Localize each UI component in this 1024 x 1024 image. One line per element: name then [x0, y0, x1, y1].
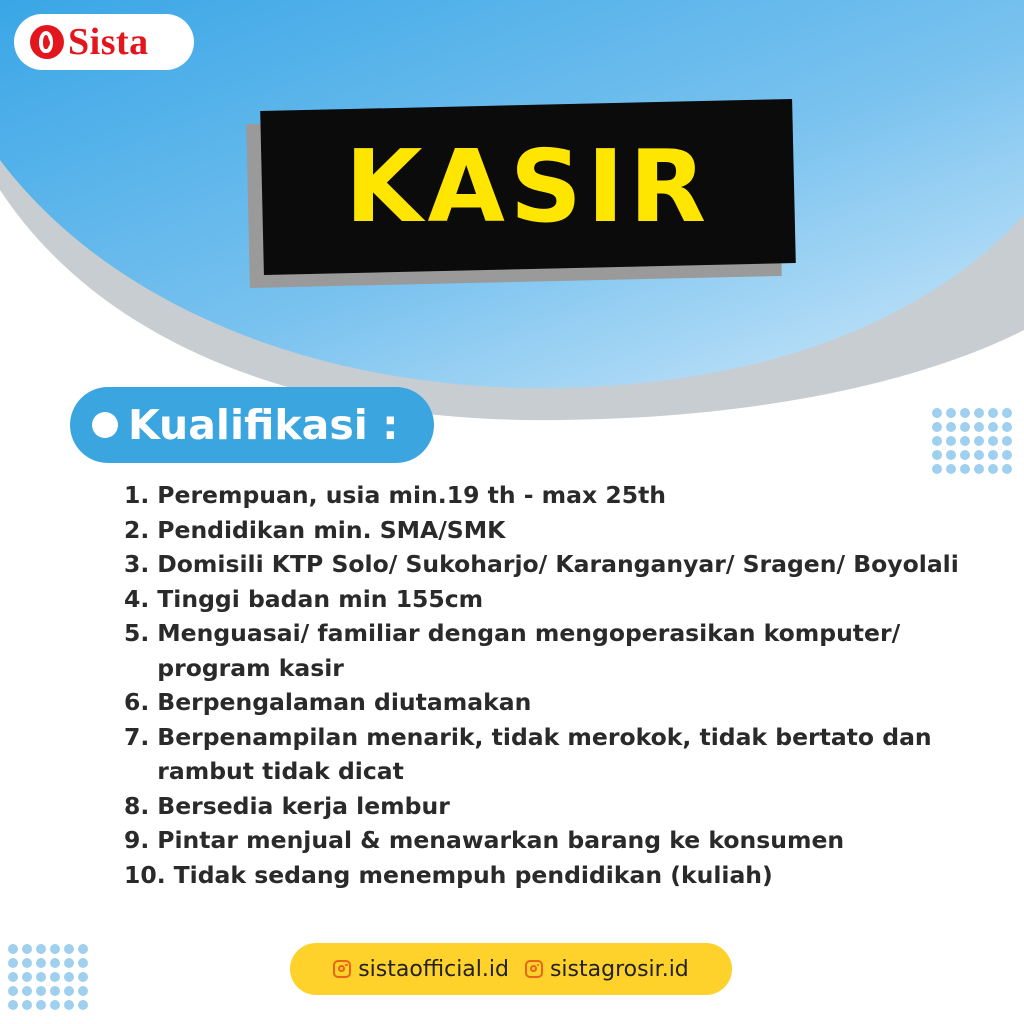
pattern-dot: [8, 986, 18, 996]
instagram-icon: [525, 960, 543, 978]
qualifications-list: [124, 478, 1004, 892]
pattern-dot: [960, 450, 970, 460]
pattern-dot: [960, 436, 970, 446]
list-item-number: 2.: [124, 515, 150, 544]
list-item-number: 7.: [124, 722, 150, 751]
pattern-dot: [8, 944, 18, 954]
list-item-text: Perempuan, usia min.19 th - max 25th: [157, 481, 667, 509]
list-item-text: Domisili KTP Solo/ Sukoharjo/ Karanganyar/ Sragen/ Boyolali: [157, 550, 959, 578]
pattern-dot: [946, 436, 956, 446]
list-item-text: Tinggi badan min 155cm: [157, 584, 484, 613]
pattern-dot: [50, 1000, 60, 1010]
pattern-dot: [974, 408, 984, 418]
pattern-dot: [932, 408, 942, 418]
pattern-dot: [64, 944, 74, 954]
pattern-dot: [960, 464, 970, 474]
pattern-dot: [78, 958, 88, 968]
qualifications-heading: [70, 387, 434, 463]
list-item-number: 5.: [124, 619, 150, 647]
list-item: [124, 582, 1004, 617]
pattern-dot: [1002, 450, 1012, 460]
pattern-dot: [50, 944, 60, 954]
list-item: [124, 789, 1004, 824]
pattern-dot: [64, 1000, 74, 1010]
pattern-dot: [78, 1000, 88, 1010]
pattern-dot: [64, 958, 74, 968]
pattern-dot: [974, 450, 984, 460]
pattern-dot: [36, 972, 46, 982]
pattern-dot: [960, 408, 970, 418]
social-media-bar: [290, 943, 732, 995]
social-account[interactable]: [333, 957, 509, 982]
pattern-dot: [8, 1000, 18, 1010]
pattern-dot: [8, 958, 18, 968]
pattern-dot: [1002, 436, 1012, 446]
list-item-text: Pintar menjual & menawarkan barang ke konsumen: [157, 826, 845, 854]
pattern-dot: [946, 464, 956, 474]
pattern-dot: [974, 422, 984, 432]
pattern-dot: [36, 958, 46, 968]
pattern-dot: [1002, 422, 1012, 432]
list-item: [124, 720, 1004, 789]
list-item: [124, 478, 1004, 513]
pattern-dot: [22, 1000, 32, 1010]
pattern-dot: [946, 422, 956, 432]
list-item-number: 1.: [124, 481, 150, 509]
pattern-dot: [22, 986, 32, 996]
pattern-dot: [78, 944, 88, 954]
job-title: KASIR: [344, 128, 712, 245]
pattern-dot: [946, 450, 956, 460]
pattern-dot: [988, 408, 998, 418]
pattern-dot: [932, 422, 942, 432]
pattern-dot: [946, 408, 956, 418]
list-item: [124, 513, 1004, 548]
pattern-dot: [78, 986, 88, 996]
pattern-dot: [64, 986, 74, 996]
sista-logo: [14, 14, 194, 70]
pattern-dot: [932, 450, 942, 460]
list-item-text: Pendidikan min. SMA/SMK: [157, 515, 506, 544]
pattern-dot: [50, 972, 60, 982]
list-item-number: 6.: [124, 688, 150, 716]
pattern-dot: [988, 422, 998, 432]
pattern-dot: [64, 972, 74, 982]
list-item-number: 8.: [124, 791, 150, 820]
logo-text: Sista: [68, 21, 149, 63]
pattern-dot: [36, 986, 46, 996]
list-item-number: 4.: [124, 584, 150, 613]
list-item-text: Menguasai/ familiar dengan mengoperasikan komputer/ program kasir: [157, 619, 901, 682]
pattern-dot: [932, 464, 942, 474]
dot-pattern-top-right: [932, 408, 1012, 474]
list-item-text: Bersedia kerja lembur: [157, 791, 450, 820]
list-item: [124, 547, 1004, 582]
instagram-icon: [333, 960, 351, 978]
pattern-dot: [974, 464, 984, 474]
list-item-number: 10.: [124, 860, 166, 889]
list-item: [124, 858, 1004, 893]
bullet-dot-icon: [92, 412, 118, 438]
pattern-dot: [50, 986, 60, 996]
pattern-dot: [78, 972, 88, 982]
pattern-dot: [988, 436, 998, 446]
pattern-dot: [974, 436, 984, 446]
list-item-text: Berpenampilan menarik, tidak merokok, tidak bertato dan rambut tidak dicat: [157, 722, 932, 785]
pattern-dot: [22, 972, 32, 982]
social-account[interactable]: [525, 957, 689, 982]
pattern-dot: [22, 944, 32, 954]
sista-logo-mark-icon: [30, 25, 64, 59]
pattern-dot: [22, 958, 32, 968]
social-handle: sistagrosir.id: [549, 956, 689, 982]
list-item: [124, 685, 1004, 720]
pattern-dot: [50, 958, 60, 968]
pattern-dot: [1002, 408, 1012, 418]
pattern-dot: [36, 1000, 46, 1010]
list-item-number: 9.: [124, 826, 150, 854]
pattern-dot: [988, 450, 998, 460]
social-handle: sistaofficial.id: [358, 956, 509, 982]
title-banner: [260, 99, 796, 275]
list-item-number: 3.: [124, 550, 150, 578]
pattern-dot: [932, 436, 942, 446]
list-item: [124, 616, 1004, 685]
pattern-dot: [960, 422, 970, 432]
list-item-text: Tidak sedang menempuh pendidikan (kuliah): [173, 860, 773, 889]
list-item: [124, 823, 1004, 858]
qualifications-heading-label: Kualifikasi :: [128, 400, 399, 449]
list-item-text: Berpengalaman diutamakan: [157, 688, 532, 716]
pattern-dot: [8, 972, 18, 982]
pattern-dot: [1002, 464, 1012, 474]
pattern-dot: [988, 464, 998, 474]
dot-pattern-bottom-left: [8, 944, 88, 1010]
pattern-dot: [36, 944, 46, 954]
